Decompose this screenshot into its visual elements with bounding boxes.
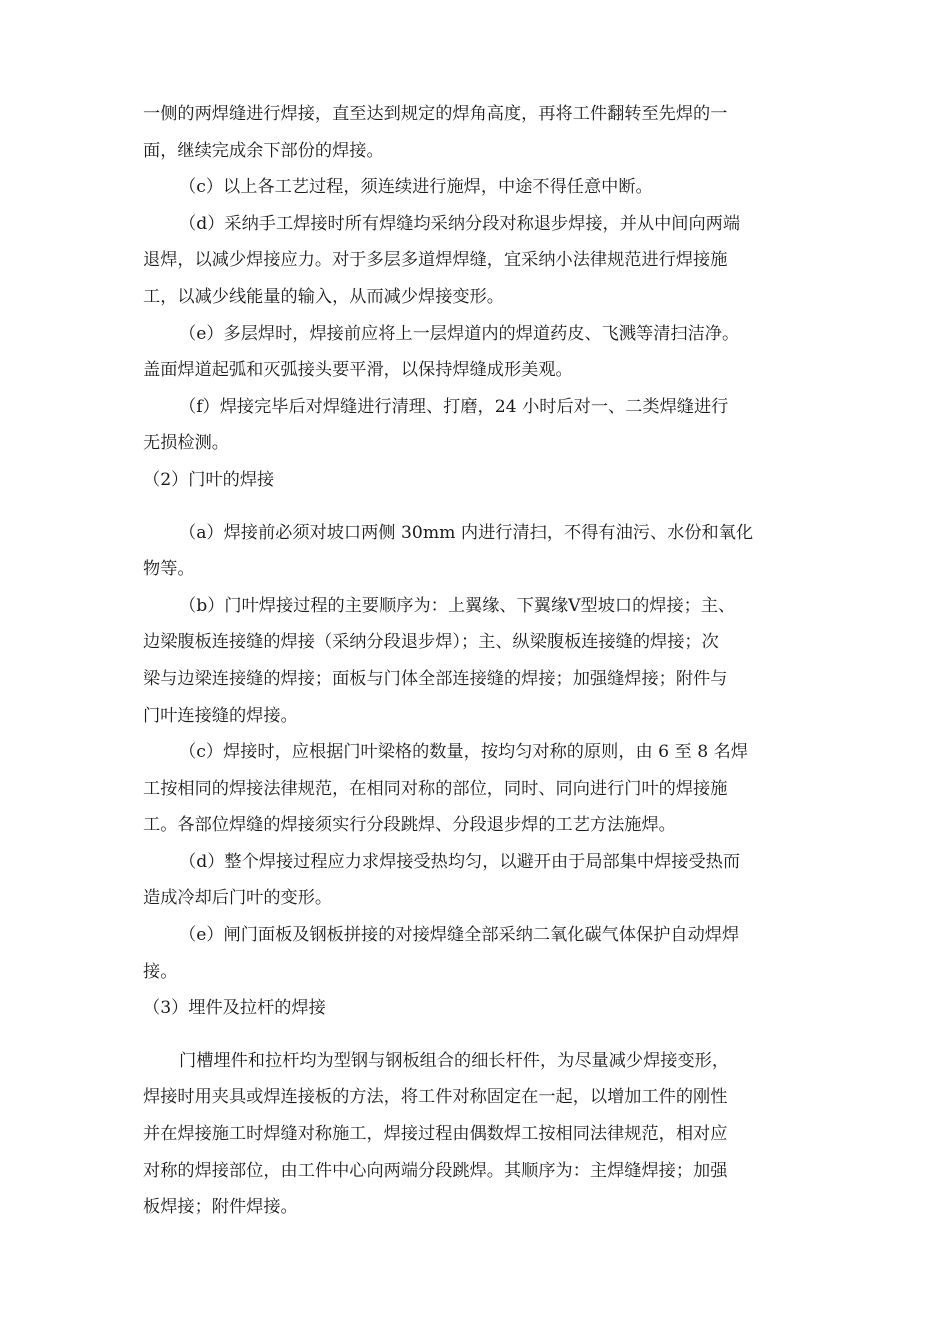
text-line: 退焊，以减少焊接应力。对于多层多道焊焊缝，宜采纳小法律规范进行焊接施 xyxy=(143,250,728,271)
text-line: 面，继续完成余下部份的焊接。 xyxy=(143,140,384,161)
text-line: 工按相同的焊接法律规范，在相同对称的部位，同时、同向进行门叶的焊接施 xyxy=(143,778,728,799)
text-line: 对称的焊接部位，由工件中心向两端分段跳焊。其顺序为：主焊缝焊接；加强 xyxy=(143,1160,728,1181)
spacer xyxy=(143,1027,811,1043)
paragraphs-section-1 xyxy=(143,96,811,462)
text-line: （c）以上各工艺过程，须连续进行施焊，中途不得任意中断。 xyxy=(179,177,653,198)
text-line: （d）采纳手工焊接时所有焊缝均采纳分段对称退步焊接，并从中间向两端 xyxy=(179,213,741,234)
text-line: 焊接时用夹具或焊连接板的方法，将工件对称固定在一起，以增加工件的刚性 xyxy=(143,1087,728,1108)
text-line: （e）多层焊时，焊接前应将上一层焊道内的焊道药皮、飞溅等清扫洁净。 xyxy=(179,323,740,344)
text-line: 造成冷却后门叶的变形。 xyxy=(143,888,333,909)
text-line: （d）整个焊接过程应力求焊接受热均匀，以避开由于局部集中焊接受热而 xyxy=(179,851,741,872)
text-line: 盖面焊道起弧和灭弧接头要平滑，以保持焊缝成形美观。 xyxy=(143,360,573,381)
paragraphs-section-3 xyxy=(143,1043,811,1226)
text-line: 门叶连接缝的焊接。 xyxy=(143,705,298,726)
text-line: 并在焊接施工时焊缝对称施工，焊接过程由偶数焊工按相同法律规范，相对应 xyxy=(143,1124,728,1145)
text-line: （e）闸门面板及钢板拼接的对接焊缝全部采纳二氧化碳气体保护自动焊焊 xyxy=(179,925,740,946)
spacer xyxy=(143,499,811,515)
document-page xyxy=(143,96,811,1226)
text-line: 无损检测。 xyxy=(143,433,229,454)
text-line: 梁与边梁连接缝的焊接；面板与门体全部连接缝的焊接；加强缝焊接；附件与 xyxy=(143,668,728,689)
text-line: 工。各部位焊缝的焊接须实行分段跳焊、分段退步焊的工艺方法施焊。 xyxy=(143,815,676,836)
paragraphs-section-2 xyxy=(143,515,811,991)
text-line: 板焊接；附件焊接。 xyxy=(143,1197,298,1218)
text-line: （f）焊接完毕后对焊缝进行清理、打磨，24 小时后对一、二类焊缝进行 xyxy=(179,396,729,417)
heading-embedded-parts-welding: （3）埋件及拉杆的焊接 xyxy=(143,998,326,1019)
text-line: 一侧的两焊缝进行焊接，直至达到规定的焊角高度，再将工件翻转至先焊的一 xyxy=(143,104,728,124)
text-line: 接。 xyxy=(143,961,178,982)
text-line: 门槽埋件和拉杆均为型钢与钢板组合的细长杆件，为尽量减少焊接变形， xyxy=(179,1050,730,1071)
text-line: 工，以减少线能量的输入，从而减少焊接变形。 xyxy=(143,286,504,307)
text-line: 物等。 xyxy=(143,559,195,580)
text-line: （c）焊接时，应根据门叶梁格的数量，按均匀对称的原则，由 6 至 8 名焊 xyxy=(179,742,748,763)
text-line: （a）焊接前必须对坡口两侧 30mm 内进行清扫，不得有油污、水份和氧化 xyxy=(179,522,754,543)
text-line: 边梁腹板连接缝的焊接（采纳分段退步焊）；主、纵梁腹板连接缝的焊接；次 xyxy=(143,632,719,653)
text-line: （b）门叶焊接过程的主要顺序为：上翼缘、下翼缘Ⅴ型坡口的焊接；主、 xyxy=(179,595,736,616)
heading-door-leaf-welding: （2）门叶的焊接 xyxy=(143,469,275,490)
